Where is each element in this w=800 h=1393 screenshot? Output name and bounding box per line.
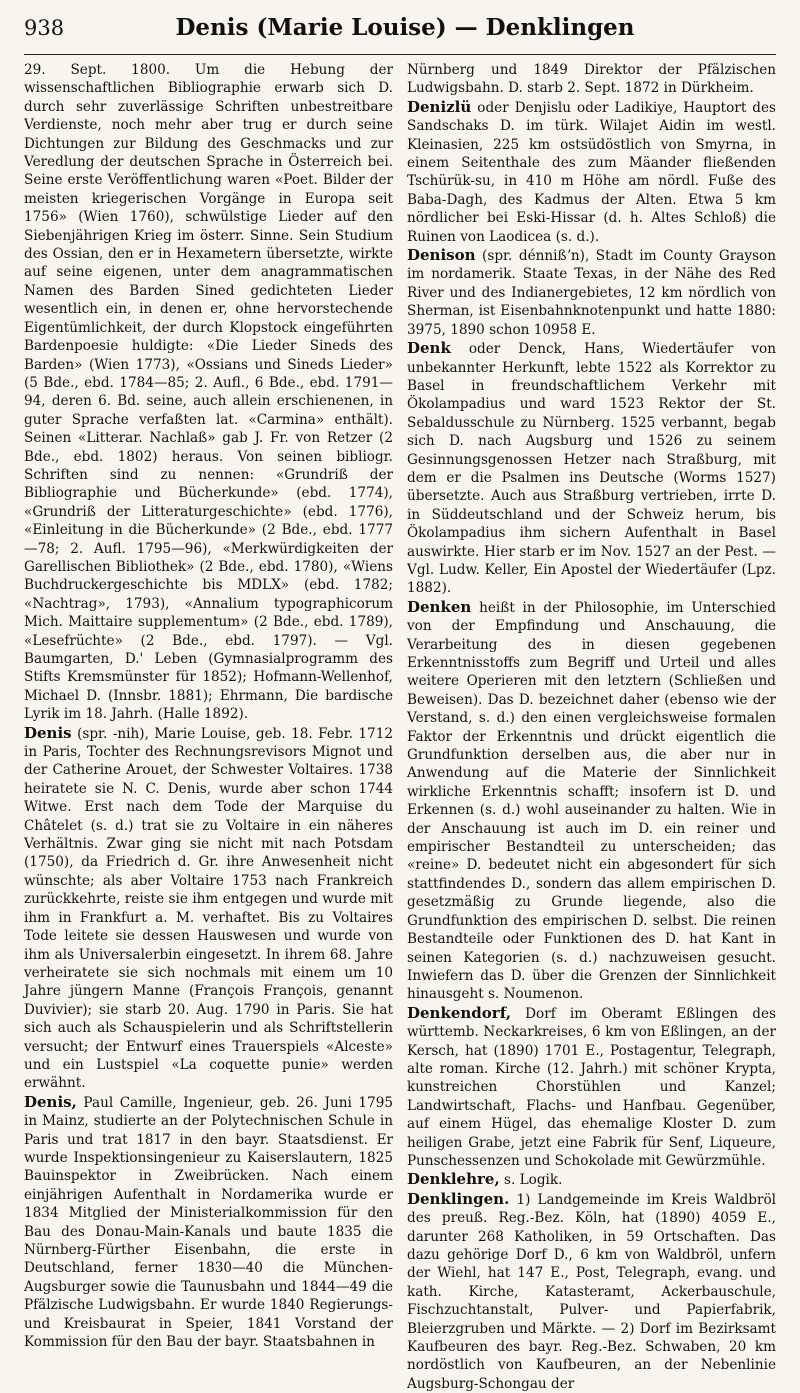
entry-headword: Denison xyxy=(407,246,476,265)
running-title: Denis (Marie Louise) — Denklingen xyxy=(175,14,635,41)
entry-text: 1) Landgemeinde im Kreis Waldbröl des preuß. Reg.-Bez. Köln, hat (1890) 4059 E., darunter 268 Katholiken, in 59 Ortschaften. Das dazu gehörige Dorf D., 6 km von Waldbröl, unfern der Wiehl, hat 147 E., Post, Telegraph, evang. und kath. Kirche, Katasteramt, Ackerbauschule, Fischzuchtanstalt, Pulver- und Papierfabrik, Bleierzgruben und Märkte. — 2) Dorf im Bezirksamt Kaufbeuren des bayr. Reg.-Bez. Schwaben, 20 km nordöstlich von Kaufbeuren, an der Nebenlinie Augsburg-Schongau der xyxy=(407,1191,776,1392)
entry-text: (spr. -nih), Marie Louise, geb. 18. Febr. 1712 in Paris, Tochter des Rechnungsrevisors Mignot und der Catherine Arouet, der Schwester Voltaires. 1738 heiratete sie N. C. Denis, wurde aber schon 1744 Witwe. Erst nach dem Tode der Marquise du Châtelet (s. d.) trat sie zu Voltaire in ein näheres Verhältnis. Zwar ging sie nicht mit nach Potsdam (1750), da Friedrich d. Gr. ihre Anwesenheit nicht wünschte; als aber Voltaire 1753 nach Frankreich zurückkehrte, reiste sie ihm entgegen und wurde mit ihm in Frankfurt a. M. verhaftet. Bis zu Voltaires Tode leitete sie dessen Hauswesen und wurde von ihm als Universalerbin eingesetzt. In ihrem 68. Jahre verheiratete sie sich nochmals mit einem um 10 Jahre jüngern Manne (François François, genannt Duvivier); sie starb 20. Aug. 1790 in Paris. Sie hat sich auch als Schauspielerin und als Schriftstellerin versucht; der Entwurf eines Trauerspiels «Alceste» und ein Lustspiel «La coquette punie» werden erwähnt. xyxy=(24,725,393,1092)
page-number: 938 xyxy=(24,16,65,40)
entry-text: 29. Sept. 1800. Um die Hebung der wissenschaftlichen Bibliographie erwarb sich D. durch sehr zuverlässige Schriften unbestreitbare Verdienste, noch mehr aber trug er durch seine Dichtungen zur Bildung des Geschmacks und zur Veredlung der deutschen Sprache in Österreich bei. Seine erste Veröffentlichung waren «Poet. Bilder der meisten kriegerischen Vorgänge in Europa seit 1756» (Wien 1760), schwülstige Lieder auf den Siebenjährigen Krieg im österr. Sinne. Sein Studium des Ossian, den er in Hexametern übersetzte, wirkte auf seine eigenen, unter dem anagrammatischen Namen des Barden Sined gedichteten Lieder wesentlich ein, in denen er, ohne hervorstechende Eigentümlichkeit, der durch Klopstock eingeführten Bardenpoesie huldigte: «Die Lieder Sineds des Barden» (Wien 1773), «Ossians und Sineds Lieder» (5 Bde., ebd. 1784—85; 2. Aufl., 6 Bde., ebd. 1791—94, deren 6. Bd. seine, auch allein erschienenen, in guter Sprache verfaßten lat. «Carmina» enthält). Seinen «Litterar. Nachlaß» gab J. Fr. von Retzer (2 Bde., ebd. 1802) heraus. Von seinen bibliogr. Schriften sind zu nennen: «Grundriß der Bibliographie und Bücherkunde» (ebd. 1774), «Grundriß der Litteraturgeschichte» (ebd. 1776), «Einleitung in die Bücherkunde» (2 Bde., ebd. 1777—78; 2. Aufl. 1795—96), «Merkwürdigkeiten der Garellischen Bibliothek» (2 Bde., ebd. 1780), «Wiens Buchdruckergeschichte bis MDLX» (ebd. 1782; «Nachtrag», 1793), «Annalium typographicorum Mich. Maittaire supplementum» (2 Bde., ebd. 1789), «Lesefrüchte» (2 Bde., ebd. 1797). — Vgl. Baumgarten, D.' Leben (Gymnasialprogramm des Stifts Kremsmünster für 1852); Hofmann-Wellenhof, Michael D. (Innsbr. 1881); Ehrmann, Die bardische Lyrik im 18. Jahrh. (Halle 1892). xyxy=(24,62,393,723)
entry-denken xyxy=(407,598,776,1004)
entry-denklingen xyxy=(407,1190,776,1393)
page-header xyxy=(24,14,776,55)
entry-headword: Denkendorf, xyxy=(407,1003,512,1022)
entry-headword: Denis, xyxy=(24,1092,77,1111)
entry-denk xyxy=(407,339,776,598)
entry-text: s. Logik. xyxy=(499,1172,563,1189)
entry-text: heißt in der Philosophie, im Unterschied von der Empfindung und Anschauung, die Verarbeitung des in diesen gegebenen Erkenntnisstoffs zum Begriff und Urteil und alles weitere Operieren mit den letztern (Schließen und Beweisen). Das D. bezeichnet daher (ebenso wie der Verstand, s. d.) den einen vergleichsweise formalen Faktor der Erkenntnis und drückt eigentlich die Grundfunktion derselben aus, die aber nur in Anwendung auf die Materie der Sinnlichkeit wirkliche Erkenntnis schafft; insofern ist D. und Erkennen (s. d.) wohl auseinander zu halten. Wie in der Anschauung ist auch im D. ein reiner und empirischer Bestandteil zu unterscheiden; das «reine» D. bedeutet nicht ein abgesondert für sich stattfindendes D., sondern das allem empirischen D. gesetzmäßig zu Grunde liegende, also die Grundfunktion des empirischen D. selbst. Die reinen Bestandteile oder Funktionen des D. hat Kant in seinen Kategorien (s. d.) nachzuweisen gesucht. Inwiefern das D. über die Grenzen der Sinnlichkeit hinausgeht s. Noumenon. xyxy=(407,599,776,1003)
entry-denklehre xyxy=(407,1170,776,1189)
left-column xyxy=(24,61,393,1393)
entry-denis_paul_cont xyxy=(407,61,776,98)
entry-denis_paul xyxy=(24,1093,393,1352)
entry-denis_marie xyxy=(24,724,393,1093)
entry-headword: Denis xyxy=(24,723,72,742)
entry-text: oder Denck, Hans, Wiedertäufer von unbekannter Herkunft, lebte 1522 als Korrektor zu Basel in freundschaftlichem Verkehr mit Ökolampadius und ward 1523 Rektor der St. Sebaldusschule zu Nürnberg. 1525 verbannt, begab sich D. nach Augsburg und 1526 zu seinem Gesinnungsgenossen Hetzer nach Straßburg, mit dem er die Psalmen ins Deutsche (Worms 1527) übersetzte. Auch aus Straßburg vertrieben, irrte D. in Süddeutschland und der Schweiz herum, bis Ökolampadius ihm sichern Aufenthalt in Basel auswirkte. Hier starb er im Nov. 1527 an der Pest. — Vgl. Ludw. Keller, Ein Apostel der Wiedertäufer (Lpz. 1882). xyxy=(407,341,776,597)
entry-headword: Denklingen. xyxy=(407,1189,510,1208)
entry-denkendorf xyxy=(407,1004,776,1171)
entry-text: oder Denjislu oder Ladikiye, Hauptort des Sandschaks D. im türk. Wilajet Aidin im westl. Kleinasien, 225 km ostsüdöstlich von Smyrna, in einem Seitenthale des zum Mäander fließenden Tschürük-su, in 410 m Höhe am nördl. Fuße des Baba-Dagh, des Kadmus der Alten. Etwa 5 km nördlicher bei Eski-Hissar (d. h. Altes Schloß) die Ruinen von Laodicea (s. d.). xyxy=(407,99,776,245)
entry-text: Nürnberg und 1849 Direktor der Pfälzischen Ludwigsbahn. D. starb 2. Sept. 1872 in Dürkheim. xyxy=(407,62,776,97)
entry-headword: Denk xyxy=(407,339,451,358)
entry-headword: Denklehre, xyxy=(407,1170,500,1189)
entry-text: (spr. dénnißʼn), Stadt im County Grayson im nordamerik. Staate Texas, in der Nähe des Red River und des Indianergebietes, 12 km nördlich von Sherman, ist Eisenbahnknotenpunkt und hatte 1880: 3975, 1890 schon 10958 E. xyxy=(407,248,776,338)
entry-headword: Denizlü xyxy=(407,97,472,116)
text-columns xyxy=(24,61,776,1393)
entry-denis_michael_cont xyxy=(24,61,393,724)
entry-text: Dorf im Oberamt Eßlingen des württemb. Neckarkreises, 6 km von Eßlingen, an der Kersch, hat (1890) 1701 E., Postagentur, Telegraph, alte roman. Kirche (12. Jahrh.) mit schöner Krypta, kunstreichen Chorstühlen und Kanzel; Landwirtschaft, Flachs- und Hanfbau. Gegenüber, auf einem Hügel, das ehemalige Kloster D. zum heiligen Grabe, jetzt eine Fabrik für Senf, Liqueure, Punschessenzen und Schokolade mit Gewürzmühle. xyxy=(407,1005,776,1169)
entry-denison xyxy=(407,246,776,339)
entry-text: Paul Camille, Ingenieur, geb. 26. Juni 1795 in Mainz, studierte an der Polytechnischen Schule in Paris und trat 1817 in den bayr. Staatsdienst. Er wurde Inspektionsingenieur zu Kaiserslautern, 1825 Bauinspektor in Zweibrücken. Nach einem einjährigen Aufenthalt in Nordamerika wurde er 1834 Mitglied der Ministerialkommission für den Bau des Donau-Main-Kanals und baute 1835 die Nürnberg-Fürther Eisenbahn, die erste in Deutschland, ferner 1830—40 die München-Augsburger sowie die Taunusbahn und 1844—49 die Pfälzische Ludwigsbahn. Er wurde 1840 Regierungs- und Kreisbaurat in Speier, 1841 Vorstand der Kommission für den Bau der bayr. Staatsbahnen in xyxy=(24,1094,393,1351)
entry-denizlu xyxy=(407,98,776,246)
right-column xyxy=(407,61,776,1393)
entry-headword: Denken xyxy=(407,597,472,616)
